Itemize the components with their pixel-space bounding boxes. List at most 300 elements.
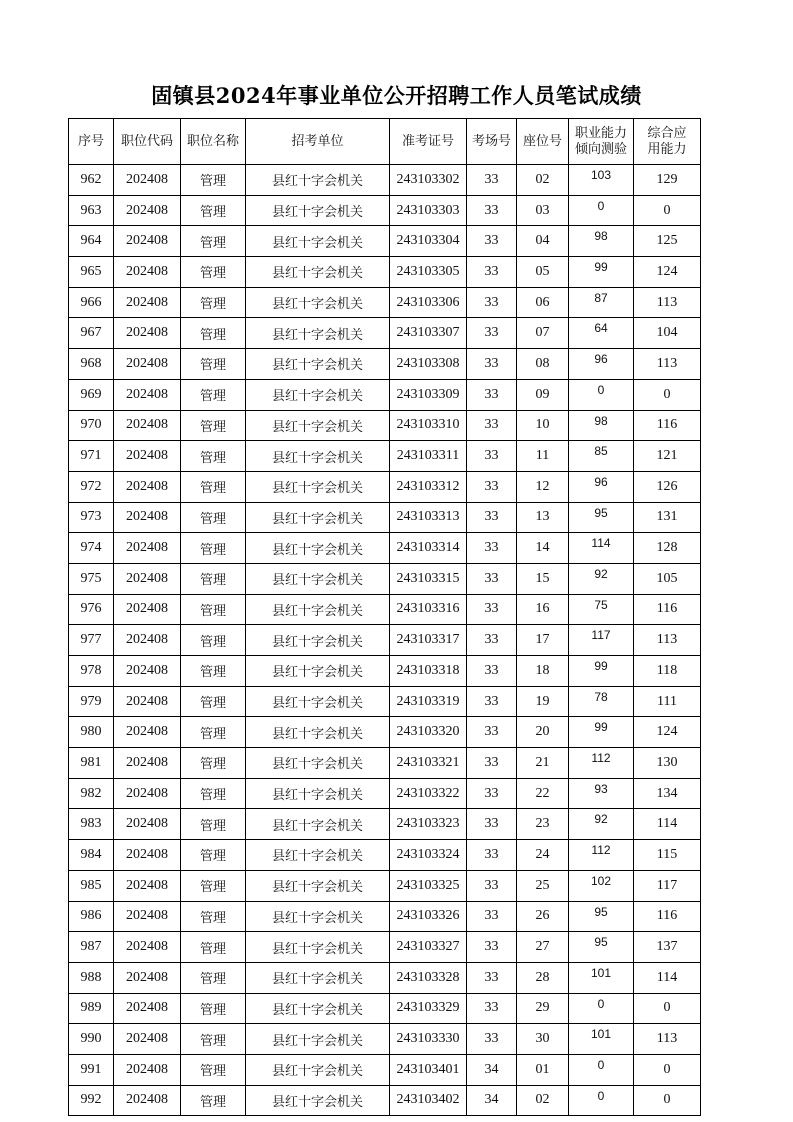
header-comprehensive-line1: 综合应 bbox=[647, 125, 687, 141]
cell-room: 33 bbox=[467, 932, 517, 963]
cell-seq: 974 bbox=[69, 533, 114, 564]
cell-comprehensive-score: 115 bbox=[634, 840, 701, 871]
cell-ticket: 243103302 bbox=[390, 165, 467, 196]
cell-room: 33 bbox=[467, 195, 517, 226]
cell-seq: 983 bbox=[69, 809, 114, 840]
cell-seq: 976 bbox=[69, 594, 114, 625]
cell-post-name: 管理 bbox=[181, 748, 246, 779]
cell-post-code: 202408 bbox=[114, 932, 181, 963]
cell-room: 33 bbox=[467, 379, 517, 410]
cell-comprehensive-score: 105 bbox=[634, 563, 701, 594]
cell-seat: 26 bbox=[517, 901, 569, 932]
cell-post-name: 管理 bbox=[181, 932, 246, 963]
cell-post-code: 202408 bbox=[114, 993, 181, 1024]
cell-vocational-score: 112 bbox=[569, 840, 634, 871]
cell-seat: 30 bbox=[517, 1024, 569, 1055]
cell-ticket: 243103324 bbox=[390, 840, 467, 871]
cell-post-name: 管理 bbox=[181, 318, 246, 349]
cell-post-name: 管理 bbox=[181, 809, 246, 840]
cell-comprehensive-score: 131 bbox=[634, 502, 701, 533]
cell-comprehensive-score: 128 bbox=[634, 533, 701, 564]
cell-post-name: 管理 bbox=[181, 901, 246, 932]
table-row bbox=[69, 1085, 701, 1116]
cell-unit: 县红十字会机关 bbox=[246, 625, 390, 656]
cell-seat: 06 bbox=[517, 287, 569, 318]
cell-room: 33 bbox=[467, 226, 517, 257]
cell-seq: 986 bbox=[69, 901, 114, 932]
cell-comprehensive-score: 121 bbox=[634, 441, 701, 472]
cell-post-name: 管理 bbox=[181, 778, 246, 809]
table-row bbox=[69, 502, 701, 533]
cell-unit: 县红十字会机关 bbox=[246, 993, 390, 1024]
cell-unit: 县红十字会机关 bbox=[246, 962, 390, 993]
cell-ticket: 243103319 bbox=[390, 686, 467, 717]
cell-ticket: 243103325 bbox=[390, 870, 467, 901]
cell-seq: 970 bbox=[69, 410, 114, 441]
cell-post-name: 管理 bbox=[181, 195, 246, 226]
cell-ticket: 243103316 bbox=[390, 594, 467, 625]
cell-seat: 01 bbox=[517, 1054, 569, 1085]
cell-vocational-score: 92 bbox=[569, 809, 634, 840]
cell-comprehensive-score: 0 bbox=[634, 1054, 701, 1085]
cell-post-name: 管理 bbox=[181, 625, 246, 656]
cell-comprehensive-score: 126 bbox=[634, 471, 701, 502]
cell-room: 33 bbox=[467, 901, 517, 932]
cell-post-code: 202408 bbox=[114, 441, 181, 472]
table-row bbox=[69, 165, 701, 196]
cell-vocational-score: 96 bbox=[569, 471, 634, 502]
scores-table bbox=[68, 118, 701, 1116]
cell-seq: 992 bbox=[69, 1085, 114, 1116]
cell-vocational-score: 102 bbox=[569, 870, 634, 901]
cell-ticket: 243103401 bbox=[390, 1054, 467, 1085]
cell-ticket: 243103313 bbox=[390, 502, 467, 533]
cell-post-code: 202408 bbox=[114, 195, 181, 226]
cell-unit: 县红十字会机关 bbox=[246, 287, 390, 318]
cell-vocational-score: 101 bbox=[569, 962, 634, 993]
cell-vocational-score: 117 bbox=[569, 625, 634, 656]
cell-ticket: 243103326 bbox=[390, 901, 467, 932]
cell-post-code: 202408 bbox=[114, 165, 181, 196]
cell-vocational-score: 95 bbox=[569, 901, 634, 932]
cell-vocational-score: 99 bbox=[569, 656, 634, 687]
cell-post-name: 管理 bbox=[181, 226, 246, 257]
cell-room: 33 bbox=[467, 656, 517, 687]
cell-post-name: 管理 bbox=[181, 257, 246, 288]
cell-vocational-score: 0 bbox=[569, 993, 634, 1024]
cell-room: 33 bbox=[467, 471, 517, 502]
table-row bbox=[69, 349, 701, 380]
cell-unit: 县红十字会机关 bbox=[246, 441, 390, 472]
cell-room: 33 bbox=[467, 165, 517, 196]
table-row bbox=[69, 226, 701, 257]
table-row bbox=[69, 257, 701, 288]
cell-ticket: 243103329 bbox=[390, 993, 467, 1024]
cell-ticket: 243103320 bbox=[390, 717, 467, 748]
cell-comprehensive-score: 104 bbox=[634, 318, 701, 349]
cell-seq: 969 bbox=[69, 379, 114, 410]
cell-seat: 23 bbox=[517, 809, 569, 840]
cell-unit: 县红十字会机关 bbox=[246, 349, 390, 380]
cell-seq: 965 bbox=[69, 257, 114, 288]
cell-room: 33 bbox=[467, 748, 517, 779]
cell-seat: 02 bbox=[517, 1085, 569, 1116]
cell-post-code: 202408 bbox=[114, 349, 181, 380]
cell-post-code: 202408 bbox=[114, 1024, 181, 1055]
cell-post-name: 管理 bbox=[181, 441, 246, 472]
cell-unit: 县红十字会机关 bbox=[246, 502, 390, 533]
table-row bbox=[69, 778, 701, 809]
cell-ticket: 243103305 bbox=[390, 257, 467, 288]
cell-comprehensive-score: 129 bbox=[634, 165, 701, 196]
header-vocational-line1: 职业能力 bbox=[574, 125, 627, 141]
header-ticket: 准考证号 bbox=[390, 119, 467, 165]
cell-ticket: 243103308 bbox=[390, 349, 467, 380]
cell-comprehensive-score: 116 bbox=[634, 594, 701, 625]
cell-unit: 县红十字会机关 bbox=[246, 379, 390, 410]
cell-ticket: 243103311 bbox=[390, 441, 467, 472]
table-row bbox=[69, 379, 701, 410]
cell-seq: 991 bbox=[69, 1054, 114, 1085]
table-row bbox=[69, 840, 701, 871]
cell-unit: 县红十字会机关 bbox=[246, 1054, 390, 1085]
cell-vocational-score: 0 bbox=[569, 1054, 634, 1085]
cell-room: 33 bbox=[467, 441, 517, 472]
cell-comprehensive-score: 137 bbox=[634, 932, 701, 963]
cell-vocational-score: 99 bbox=[569, 257, 634, 288]
cell-comprehensive-score: 134 bbox=[634, 778, 701, 809]
cell-post-code: 202408 bbox=[114, 870, 181, 901]
cell-post-code: 202408 bbox=[114, 563, 181, 594]
cell-post-code: 202408 bbox=[114, 533, 181, 564]
cell-vocational-score: 93 bbox=[569, 778, 634, 809]
cell-seq: 981 bbox=[69, 748, 114, 779]
cell-unit: 县红十字会机关 bbox=[246, 410, 390, 441]
header-unit: 招考单位 bbox=[246, 119, 390, 165]
cell-comprehensive-score: 116 bbox=[634, 901, 701, 932]
table-row bbox=[69, 809, 701, 840]
cell-room: 33 bbox=[467, 533, 517, 564]
cell-vocational-score: 0 bbox=[569, 195, 634, 226]
cell-ticket: 243103314 bbox=[390, 533, 467, 564]
cell-seq: 987 bbox=[69, 932, 114, 963]
cell-post-name: 管理 bbox=[181, 533, 246, 564]
cell-seat: 24 bbox=[517, 840, 569, 871]
cell-seat: 13 bbox=[517, 502, 569, 533]
cell-seat: 27 bbox=[517, 932, 569, 963]
cell-unit: 县红十字会机关 bbox=[246, 563, 390, 594]
cell-comprehensive-score: 124 bbox=[634, 717, 701, 748]
cell-ticket: 243103306 bbox=[390, 287, 467, 318]
table-row bbox=[69, 533, 701, 564]
cell-seq: 972 bbox=[69, 471, 114, 502]
cell-vocational-score: 85 bbox=[569, 441, 634, 472]
table-row bbox=[69, 1054, 701, 1085]
header-comprehensive-line2: 用能力 bbox=[647, 141, 687, 157]
table-row bbox=[69, 748, 701, 779]
cell-seat: 25 bbox=[517, 870, 569, 901]
table-row bbox=[69, 441, 701, 472]
cell-post-code: 202408 bbox=[114, 625, 181, 656]
cell-post-name: 管理 bbox=[181, 594, 246, 625]
cell-post-name: 管理 bbox=[181, 410, 246, 441]
cell-room: 33 bbox=[467, 1024, 517, 1055]
cell-unit: 县红十字会机关 bbox=[246, 257, 390, 288]
cell-post-code: 202408 bbox=[114, 410, 181, 441]
header-room: 考场号 bbox=[467, 119, 517, 165]
cell-comprehensive-score: 113 bbox=[634, 1024, 701, 1055]
header-vocational bbox=[569, 119, 634, 165]
cell-comprehensive-score: 0 bbox=[634, 379, 701, 410]
cell-vocational-score: 98 bbox=[569, 410, 634, 441]
cell-post-name: 管理 bbox=[181, 656, 246, 687]
cell-post-name: 管理 bbox=[181, 165, 246, 196]
table-row bbox=[69, 594, 701, 625]
cell-seq: 967 bbox=[69, 318, 114, 349]
cell-seq: 975 bbox=[69, 563, 114, 594]
cell-seq: 963 bbox=[69, 195, 114, 226]
cell-room: 33 bbox=[467, 717, 517, 748]
cell-vocational-score: 95 bbox=[569, 932, 634, 963]
cell-room: 34 bbox=[467, 1054, 517, 1085]
cell-seat: 18 bbox=[517, 656, 569, 687]
cell-room: 33 bbox=[467, 349, 517, 380]
cell-unit: 县红十字会机关 bbox=[246, 1024, 390, 1055]
cell-unit: 县红十字会机关 bbox=[246, 656, 390, 687]
cell-seat: 02 bbox=[517, 165, 569, 196]
cell-vocational-score: 64 bbox=[569, 318, 634, 349]
cell-seat: 07 bbox=[517, 318, 569, 349]
cell-seat: 16 bbox=[517, 594, 569, 625]
cell-seq: 977 bbox=[69, 625, 114, 656]
cell-seat: 17 bbox=[517, 625, 569, 656]
cell-vocational-score: 75 bbox=[569, 594, 634, 625]
table-row bbox=[69, 686, 701, 717]
table-row bbox=[69, 870, 701, 901]
cell-post-name: 管理 bbox=[181, 870, 246, 901]
cell-comprehensive-score: 113 bbox=[634, 349, 701, 380]
table-row bbox=[69, 410, 701, 441]
cell-comprehensive-score: 117 bbox=[634, 870, 701, 901]
cell-ticket: 243103323 bbox=[390, 809, 467, 840]
header-seat: 座位号 bbox=[517, 119, 569, 165]
cell-seat: 09 bbox=[517, 379, 569, 410]
cell-seq: 964 bbox=[69, 226, 114, 257]
table-row bbox=[69, 471, 701, 502]
cell-unit: 县红十字会机关 bbox=[246, 165, 390, 196]
cell-seq: 982 bbox=[69, 778, 114, 809]
cell-ticket: 243103328 bbox=[390, 962, 467, 993]
cell-seat: 11 bbox=[517, 441, 569, 472]
cell-room: 33 bbox=[467, 563, 517, 594]
table-row bbox=[69, 656, 701, 687]
table-row bbox=[69, 993, 701, 1024]
cell-unit: 县红十字会机关 bbox=[246, 870, 390, 901]
cell-post-code: 202408 bbox=[114, 656, 181, 687]
cell-room: 34 bbox=[467, 1085, 517, 1116]
cell-unit: 县红十字会机关 bbox=[246, 318, 390, 349]
cell-comprehensive-score: 124 bbox=[634, 257, 701, 288]
cell-vocational-score: 87 bbox=[569, 287, 634, 318]
cell-unit: 县红十字会机关 bbox=[246, 717, 390, 748]
cell-ticket: 243103303 bbox=[390, 195, 467, 226]
cell-post-code: 202408 bbox=[114, 778, 181, 809]
cell-ticket: 243103304 bbox=[390, 226, 467, 257]
cell-comprehensive-score: 114 bbox=[634, 809, 701, 840]
cell-vocational-score: 0 bbox=[569, 379, 634, 410]
cell-room: 33 bbox=[467, 962, 517, 993]
cell-room: 33 bbox=[467, 625, 517, 656]
cell-seq: 989 bbox=[69, 993, 114, 1024]
header-post-name: 职位名称 bbox=[181, 119, 246, 165]
cell-post-code: 202408 bbox=[114, 809, 181, 840]
cell-seat: 20 bbox=[517, 717, 569, 748]
page-title: 固镇县2024年事业单位公开招聘工作人员笔试成绩 bbox=[151, 83, 642, 108]
cell-comprehensive-score: 114 bbox=[634, 962, 701, 993]
cell-ticket: 243103315 bbox=[390, 563, 467, 594]
cell-room: 33 bbox=[467, 318, 517, 349]
cell-vocational-score: 78 bbox=[569, 686, 634, 717]
cell-seat: 03 bbox=[517, 195, 569, 226]
cell-post-name: 管理 bbox=[181, 1054, 246, 1085]
cell-seq: 978 bbox=[69, 656, 114, 687]
cell-seat: 28 bbox=[517, 962, 569, 993]
cell-post-name: 管理 bbox=[181, 502, 246, 533]
cell-room: 33 bbox=[467, 410, 517, 441]
cell-seat: 10 bbox=[517, 410, 569, 441]
cell-comprehensive-score: 118 bbox=[634, 656, 701, 687]
cell-post-code: 202408 bbox=[114, 471, 181, 502]
cell-comprehensive-score: 0 bbox=[634, 195, 701, 226]
header-post-code: 职位代码 bbox=[114, 119, 181, 165]
cell-seq: 973 bbox=[69, 502, 114, 533]
cell-vocational-score: 103 bbox=[569, 165, 634, 196]
cell-seq: 971 bbox=[69, 441, 114, 472]
cell-post-code: 202408 bbox=[114, 257, 181, 288]
cell-seat: 15 bbox=[517, 563, 569, 594]
cell-seat: 05 bbox=[517, 257, 569, 288]
cell-post-code: 202408 bbox=[114, 840, 181, 871]
cell-unit: 县红十字会机关 bbox=[246, 932, 390, 963]
cell-room: 33 bbox=[467, 809, 517, 840]
cell-seq: 962 bbox=[69, 165, 114, 196]
cell-post-name: 管理 bbox=[181, 379, 246, 410]
cell-unit: 县红十字会机关 bbox=[246, 195, 390, 226]
cell-ticket: 243103310 bbox=[390, 410, 467, 441]
cell-ticket: 243103330 bbox=[390, 1024, 467, 1055]
cell-seat: 08 bbox=[517, 349, 569, 380]
header-vocational-line2: 倾向测验 bbox=[574, 141, 627, 157]
cell-room: 33 bbox=[467, 502, 517, 533]
table-row bbox=[69, 195, 701, 226]
cell-post-code: 202408 bbox=[114, 594, 181, 625]
cell-comprehensive-score: 130 bbox=[634, 748, 701, 779]
cell-unit: 县红十字会机关 bbox=[246, 533, 390, 564]
cell-ticket: 243103322 bbox=[390, 778, 467, 809]
cell-unit: 县红十字会机关 bbox=[246, 686, 390, 717]
cell-post-name: 管理 bbox=[181, 962, 246, 993]
cell-post-name: 管理 bbox=[181, 717, 246, 748]
cell-seq: 985 bbox=[69, 870, 114, 901]
cell-seat: 29 bbox=[517, 993, 569, 1024]
cell-post-code: 202408 bbox=[114, 748, 181, 779]
cell-post-code: 202408 bbox=[114, 1054, 181, 1085]
cell-comprehensive-score: 116 bbox=[634, 410, 701, 441]
cell-seat: 04 bbox=[517, 226, 569, 257]
cell-seq: 979 bbox=[69, 686, 114, 717]
table-row bbox=[69, 932, 701, 963]
cell-vocational-score: 99 bbox=[569, 717, 634, 748]
header-comprehensive bbox=[634, 119, 701, 165]
cell-post-code: 202408 bbox=[114, 502, 181, 533]
cell-room: 33 bbox=[467, 257, 517, 288]
cell-ticket: 243103321 bbox=[390, 748, 467, 779]
table-body bbox=[69, 165, 701, 1116]
cell-seq: 966 bbox=[69, 287, 114, 318]
cell-ticket: 243103402 bbox=[390, 1085, 467, 1116]
cell-post-name: 管理 bbox=[181, 563, 246, 594]
cell-vocational-score: 92 bbox=[569, 563, 634, 594]
header-seq: 序号 bbox=[69, 119, 114, 165]
cell-post-name: 管理 bbox=[181, 1085, 246, 1116]
cell-seq: 980 bbox=[69, 717, 114, 748]
cell-vocational-score: 114 bbox=[569, 533, 634, 564]
cell-vocational-score: 96 bbox=[569, 349, 634, 380]
cell-post-code: 202408 bbox=[114, 962, 181, 993]
cell-seat: 22 bbox=[517, 778, 569, 809]
cell-post-name: 管理 bbox=[181, 840, 246, 871]
cell-ticket: 243103312 bbox=[390, 471, 467, 502]
cell-post-code: 202408 bbox=[114, 1085, 181, 1116]
cell-post-name: 管理 bbox=[181, 349, 246, 380]
cell-seq: 968 bbox=[69, 349, 114, 380]
cell-unit: 县红十字会机关 bbox=[246, 809, 390, 840]
table-row bbox=[69, 1024, 701, 1055]
cell-room: 33 bbox=[467, 287, 517, 318]
cell-room: 33 bbox=[467, 840, 517, 871]
cell-room: 33 bbox=[467, 594, 517, 625]
cell-ticket: 243103307 bbox=[390, 318, 467, 349]
cell-post-name: 管理 bbox=[181, 287, 246, 318]
cell-unit: 县红十字会机关 bbox=[246, 1085, 390, 1116]
cell-comprehensive-score: 0 bbox=[634, 993, 701, 1024]
cell-post-name: 管理 bbox=[181, 686, 246, 717]
cell-seat: 12 bbox=[517, 471, 569, 502]
cell-post-code: 202408 bbox=[114, 717, 181, 748]
cell-comprehensive-score: 113 bbox=[634, 625, 701, 656]
table-row bbox=[69, 962, 701, 993]
cell-post-name: 管理 bbox=[181, 1024, 246, 1055]
table-row bbox=[69, 717, 701, 748]
cell-unit: 县红十字会机关 bbox=[246, 471, 390, 502]
cell-seq: 984 bbox=[69, 840, 114, 871]
cell-seat: 19 bbox=[517, 686, 569, 717]
header-row bbox=[69, 119, 701, 165]
cell-seq: 990 bbox=[69, 1024, 114, 1055]
cell-ticket: 243103309 bbox=[390, 379, 467, 410]
table-row bbox=[69, 318, 701, 349]
cell-post-code: 202408 bbox=[114, 686, 181, 717]
table-row bbox=[69, 287, 701, 318]
cell-ticket: 243103318 bbox=[390, 656, 467, 687]
cell-room: 33 bbox=[467, 993, 517, 1024]
cell-comprehensive-score: 0 bbox=[634, 1085, 701, 1116]
cell-vocational-score: 101 bbox=[569, 1024, 634, 1055]
cell-ticket: 243103327 bbox=[390, 932, 467, 963]
table-row bbox=[69, 625, 701, 656]
cell-vocational-score: 98 bbox=[569, 226, 634, 257]
cell-comprehensive-score: 111 bbox=[634, 686, 701, 717]
